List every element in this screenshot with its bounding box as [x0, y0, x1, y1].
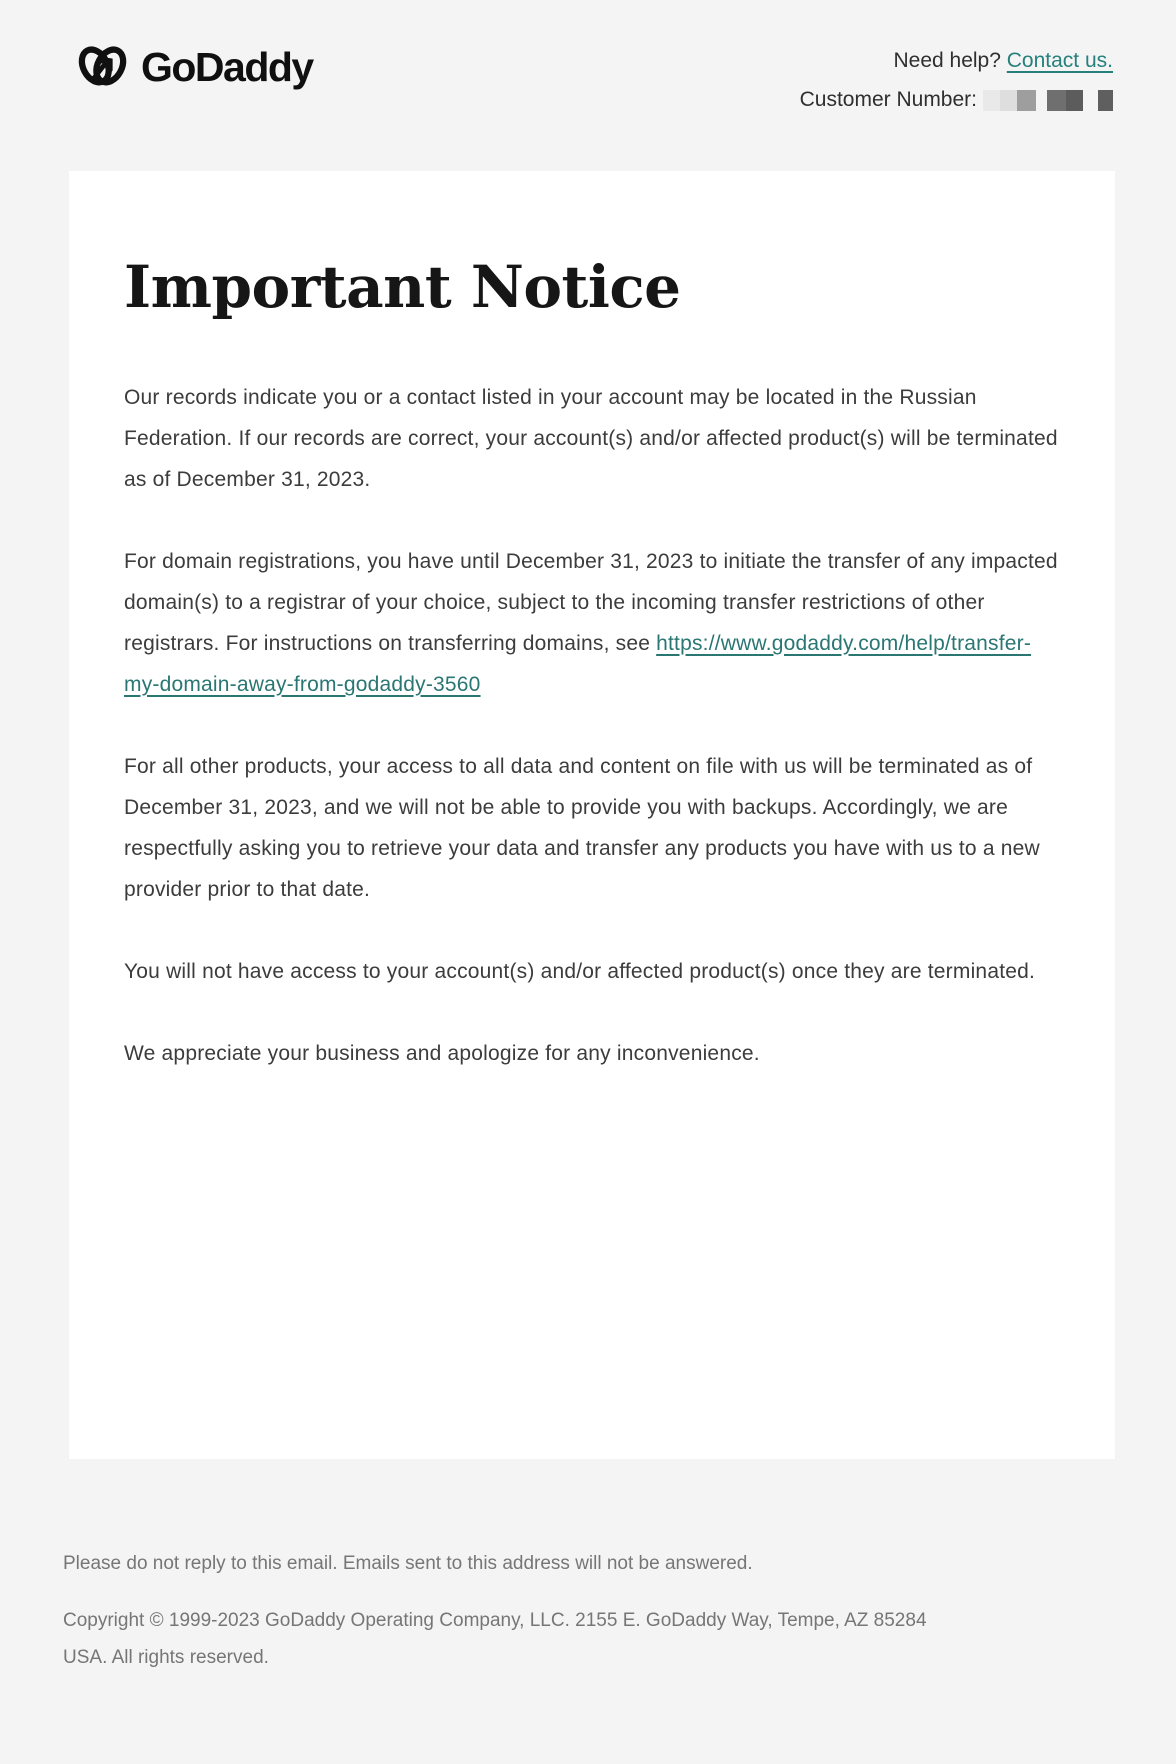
customer-number-redacted: [983, 90, 1113, 111]
notice-paragraph-records: Our records indicate you or a contact listed in your account may be located in the Russian Federation. If our records are correct, your account(s) and/or affected product(s) will be terminated as of December 31, 2023.: [124, 385, 1058, 491]
notice-paragraph-domains: [124, 541, 1060, 705]
paragraph-text: For domain registrations, you have until December 31, 2023 to initiate the transfer of any impacted domain(s) to a registrar of your choice, subject to the incoming transfer restrictions of other registrars. For instructions on transferring domains, see: [124, 549, 1058, 655]
redaction-block: [1098, 90, 1113, 111]
notice-paragraph-access: You will not have access to your account(s) and/or affected product(s) once they are terminated.: [124, 959, 1036, 983]
contact-us-link[interactable]: Contact us.: [1006, 49, 1113, 72]
email-footer: [63, 1545, 1115, 1676]
copyright-line1: Copyright © 1999-2023 GoDaddy Operating Company, LLC. 2155 E. GoDaddy Way, Tempe, AZ 85284: [63, 1610, 927, 1631]
transfer-help-link[interactable]: https://www.godaddy.com/help/transfer-my-domain-away-from-godaddy-3560: [124, 631, 1032, 696]
godaddy-logo: [74, 38, 313, 92]
redaction-block: [1047, 90, 1066, 111]
no-reply-note: Please do not reply to this email. Emails sent to this address will not be answered.: [63, 1553, 753, 1574]
email-header: [0, 0, 1176, 115]
redaction-block: [1000, 90, 1017, 111]
customer-number-label: Customer Number:: [799, 88, 977, 111]
copyright-line2: USA. All rights reserved.: [63, 1647, 269, 1668]
godaddy-heart-icon: [74, 38, 132, 92]
copyright-note: [63, 1602, 1023, 1676]
notice-paragraph-apology: We appreciate your business and apologize for any inconvenience.: [124, 1041, 760, 1065]
notice-card: [69, 171, 1115, 1459]
notice-paragraph-other-products: For all other products, your access to all data and content on file with us will be terminated as of December 31, 2023, and we will not be able to provide you with backups. Accordingly, we are respectfully asking you to retrieve your data and transfer any products you have with us to a new provider prior to that date.: [124, 754, 1040, 901]
redaction-block: [983, 90, 1000, 111]
redaction-block: [1066, 90, 1083, 111]
redaction-block: [1017, 90, 1036, 111]
need-help-text: Need help?: [893, 49, 1001, 72]
header-right: [800, 38, 1113, 115]
page-title: Important Notice: [124, 253, 681, 321]
logo-wordmark: GoDaddy: [141, 43, 313, 90]
